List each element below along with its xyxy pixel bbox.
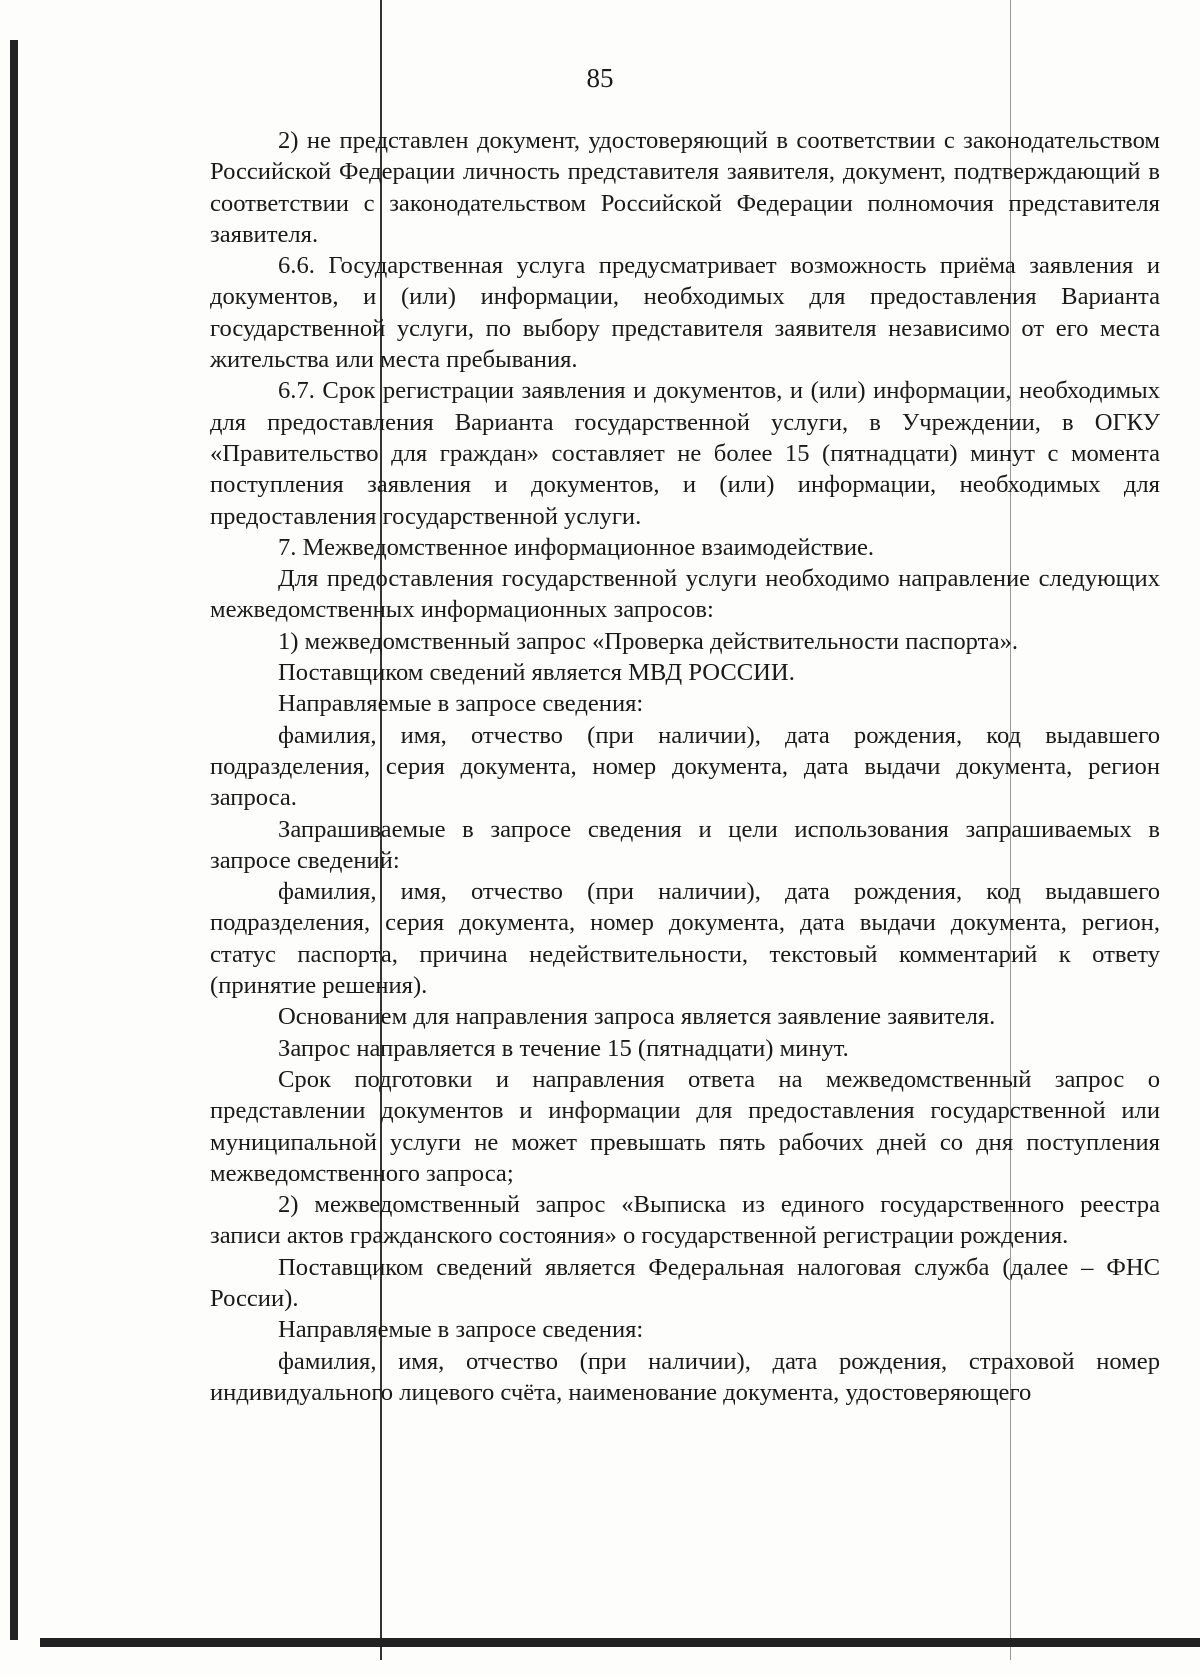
paragraph: Запрашиваемые в запросе сведения и цели использования запрашиваемых в запросе сведений:	[210, 815, 1160, 874]
paragraph: Направляемые в запросе сведения:	[278, 1316, 644, 1344]
paragraph: Направляемые в запросе сведения:	[278, 690, 644, 718]
paragraph: 7. Межведомственное информационное взаимодействие.	[278, 533, 875, 561]
paragraph: фамилия, имя, отчество (при наличии), дата рождения, страховой номер индивидуального лицевого счёта, наименование документа, удостоверяющего	[210, 1347, 1160, 1406]
paragraph: фамилия, имя, отчество (при наличии), дата рождения, код выдавшего подразделения, серия документа, номер документа, дата выдачи документа, регион запроса.	[210, 721, 1160, 812]
paragraph: Основанием для направления запроса является заявление заявителя.	[278, 1003, 996, 1031]
paragraph: 6.6. Государственная услуга предусматривает возможность приёма заявления и документов, и (или) информации, необходимых для предоставления Варианта государственной услуги, по выбору представителя заявителя независимо от его места жительства или места пребывания.	[210, 252, 1160, 374]
document-body	[210, 125, 1160, 1408]
paragraph: 2) межведомственный запрос «Выписка из единого государственного реестра записи актов гражданского состояния» о государственной регистрации рождения.	[210, 1191, 1160, 1250]
paragraph: Поставщиком сведений является Федеральная налоговая служба (далее – ФНС России).	[210, 1253, 1160, 1312]
paragraph: Запрос направляется в течение 15 (пятнадцати) минут.	[278, 1034, 849, 1062]
paragraph: Для предоставления государственной услуги необходимо направление следующих межведомственных информационных запросов:	[210, 565, 1160, 624]
paragraph: фамилия, имя, отчество (при наличии), дата рождения, код выдавшего подразделения, серия документа, номер документа, дата выдачи документа, регион, статус паспорта, причина недействительности, текстовый комментарий к ответу (принятие решения).	[210, 878, 1160, 1000]
scan-edge-bottom	[40, 1638, 1200, 1647]
paragraph: 1) межведомственный запрос «Проверка действительности паспорта».	[278, 627, 1019, 655]
paragraph: Поставщиком сведений является МВД РОССИИ.	[278, 659, 795, 687]
paragraph: 2) не представлен документ, удостоверяющий в соответствии с законодательством Российской Федерации личность представителя заявителя, документ, подтверждающий в соответствии с законодательством Российской Федерации полномочия представителя заявителя.	[210, 127, 1160, 248]
page-number: 85	[586, 63, 614, 93]
paragraph: 6.7. Срок регистрации заявления и документов, и (или) информации, необходимых для предоставления Варианта государственной услуги, в Учреждении, в ОГКУ «Правительство для граждан» составляет не более 15 (пятнадцати) минут с момента поступления заявления и документов, и (или) информации, необходимых для предоставления государственной услуги.	[210, 377, 1160, 530]
paragraph: Срок подготовки и направления ответа на межведомственный запрос о представлении документов и информации для предоставления государственной или муниципальной услуги не может превышать пять рабочих дней со дня поступления межведомственного запроса;	[210, 1065, 1160, 1187]
scan-edge-left	[10, 40, 18, 1640]
